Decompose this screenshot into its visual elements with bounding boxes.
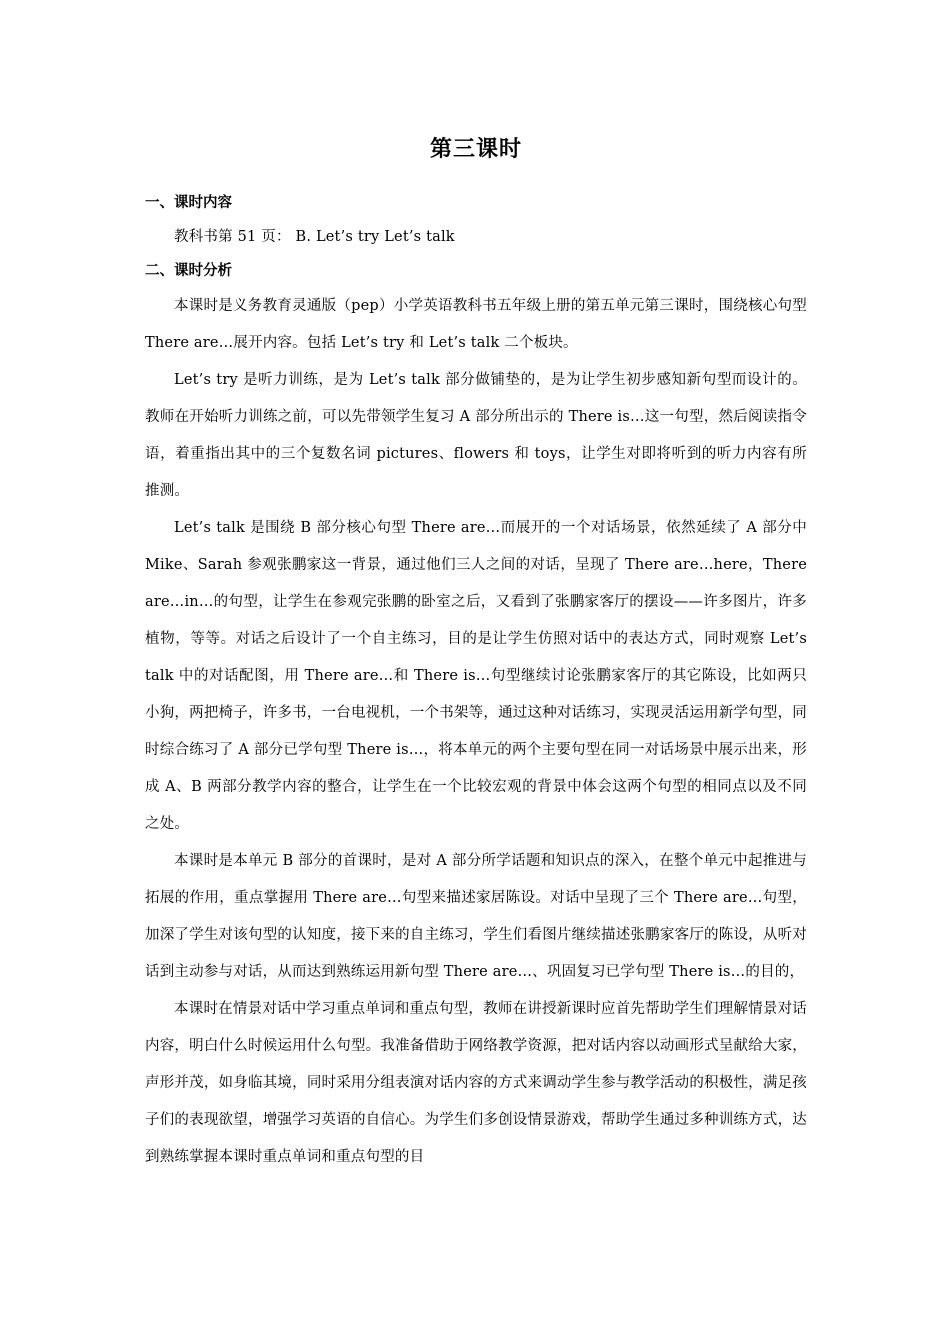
paragraph: Let’s try 是听力训练，是为 Let’s talk 部分做铺垫的，是为让学生初步感知新句型而设计的。教师在开始听力训练之前，可以先带领学生复习 A 部分所出示的 There is…这一句型，然后阅读指令语，着重指出其中的三个复数名词 pictures、flowers 和 toys，让学生对即将听到的听力内容有所推测。: [145, 372, 807, 499]
section-heading-lesson-content: 一、课时内容: [145, 195, 232, 211]
page-title: 第三课时: [429, 137, 522, 162]
paragraph: 教科书第 51 页： B. Let’s try Let’s talk: [174, 229, 455, 245]
paragraph: 本课时是义务教育灵通版（pep）小学英语教科书五年级上册的第五单元第三课时，围绕核心句型 There are…展开内容。包括 Let’s try 和 Let’s talk 二个板块。: [145, 298, 807, 351]
paragraph: 本课时在情景对话中学习重点单词和重点句型，教师在讲授新课时应首先帮助学生们理解情景对话内容，明白什么时候运用什么句型。我准备借助于网络教学资源，把对话内容以动画形式呈献给大家，声形并茂，如身临其境，同时采用分组表演对话内容的方式来调动学生参与教学活动的积极性，满足孩子们的表现欲望，增强学习英语的自信心。为学生们多创设情景游戏，帮助学生通过多种训练方式，达到熟练掌握本课时重点单词和重点句型的目: [145, 1001, 807, 1165]
paragraph: 本课时是本单元 B 部分的首课时，是对 A 部分所学话题和知识点的深入，在整个单元中起推进与拓展的作用，重点掌握用 There are…句型来描述家居陈设。对话中呈现了三个 There are…句型，加深了学生对该句型的认知度，接下来的自主练习，学生们看图片继续描述张鹏家客厅的陈设，从听对话到主动参与对话，从而达到熟练运用新句型 There are…、巩固复习已学句型 There is…的目的，: [145, 853, 807, 980]
section-heading-lesson-analysis: 二、课时分析: [145, 263, 232, 279]
paragraph: Let’s talk 是围绕 B 部分核心句型 There are…而展开的一个对话场景，依然延续了 A 部分中 Mike、Sarah 参观张鹏家这一背景，通过他们三人之间的对话，呈现了 There are…here，There are…in…的句型，让学生在参观完张鹏的卧室之后，又看到了张鹏家客厅的摆设——许多图片，许多植物，等等。对话之后设计了一个自主练习，目的是让学生仿照对话中的表达方式，同时观察 Let’s talk 中的对话配图，用 There are…和 There is…句型继续讨论张鹏家客厅的其它陈设，比如两只小狗，两把椅子，许多书，一台电视机，一个书架等，通过这种对话练习，实现灵活运用新学句型，同时综合练习了 A 部分已学句型 There is…，将本单元的两个主要句型在同一对话场景中展示出来，形成 A、B 两部分教学内容的整合，让学生在一个比较宏观的背景中体会这两个句型的相同点以及不同之处。: [145, 520, 807, 832]
document-body: [145, 128, 807, 1176]
